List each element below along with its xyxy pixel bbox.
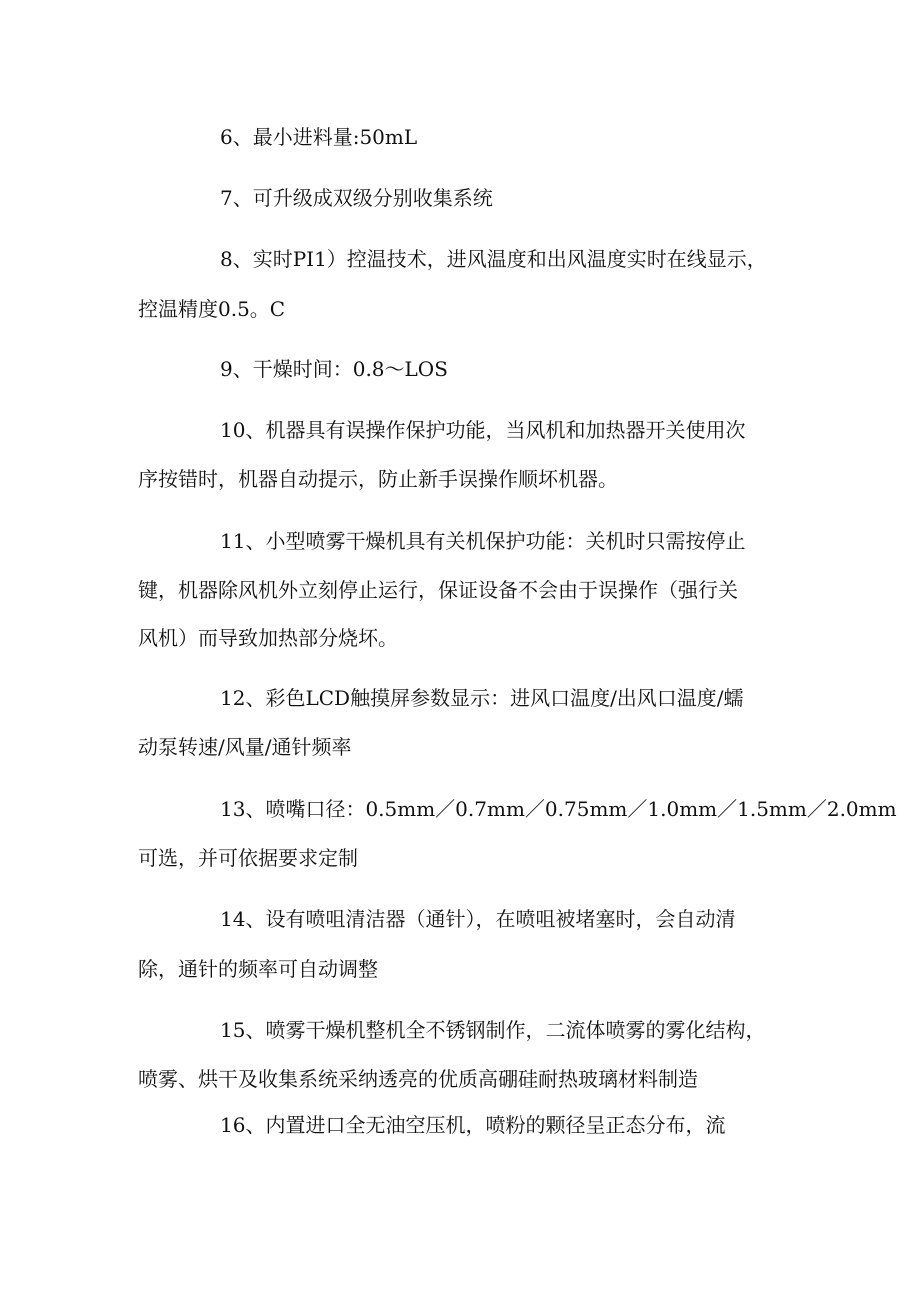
item-6-line-1: 6、最小进料量:50mL: [220, 125, 418, 149]
item-16-line-1: 16、内置进口全无油空压机，喷粉的颗径呈正态分布，流: [220, 1113, 726, 1137]
item-10-line-2: 序按错时，机器自动提示，防止新手误操作顺坏机器。: [138, 467, 618, 491]
item-9-line-1: 9、干燥时间：0.8～LOS: [220, 357, 448, 381]
item-13-line-1: 13、喷嘴口径：0.5mm／0.7mm／0.75mm／1.0mm／1.5mm／2.0mm: [220, 797, 897, 821]
item-8-line-1: 8、实时PI1）控温技术，进风温度和出风温度实时在线显示，: [220, 247, 767, 271]
item-11-line-3: 风机）而导致加热部分烧坏。: [138, 626, 398, 650]
item-14-line-2: 除，通针的频率可自动调整: [138, 957, 378, 981]
item-12-line-1: 12、彩色LCD触摸屏参数显示：进风口温度/出风口温度/蠕: [220, 686, 744, 710]
item-15-line-2: 喷雾、烘干及收集系统采纳透亮的优质高硼硅耐热玻璃材料制造: [138, 1067, 698, 1091]
item-13-line-2: 可选，并可依据要求定制: [138, 846, 358, 870]
item-11-line-1: 11、小型喷雾干燥机具有关机保护功能：关机时只需按停止: [220, 529, 746, 553]
item-7-line-1: 7、可升级成双级分别收集系统: [220, 186, 493, 210]
item-10-line-1: 10、机器具有误操作保护功能，当风机和加热器开关使用次: [220, 418, 746, 442]
item-11-line-2: 键，机器除风机外立刻停止运行，保证设备不会由于误操作（强行关: [138, 578, 738, 602]
item-15-line-1: 15、喷雾干燥机整机全不锈钢制作，二流体喷雾的雾化结构，: [220, 1018, 766, 1042]
item-14-line-1: 14、设有喷咀清洁器（通针），在喷咀被堵塞时，会自动清: [220, 907, 736, 931]
item-12-line-2: 动泵转速/风量/通针频率: [138, 735, 352, 759]
item-8-line-2: 控温精度0.5。C: [138, 297, 286, 321]
